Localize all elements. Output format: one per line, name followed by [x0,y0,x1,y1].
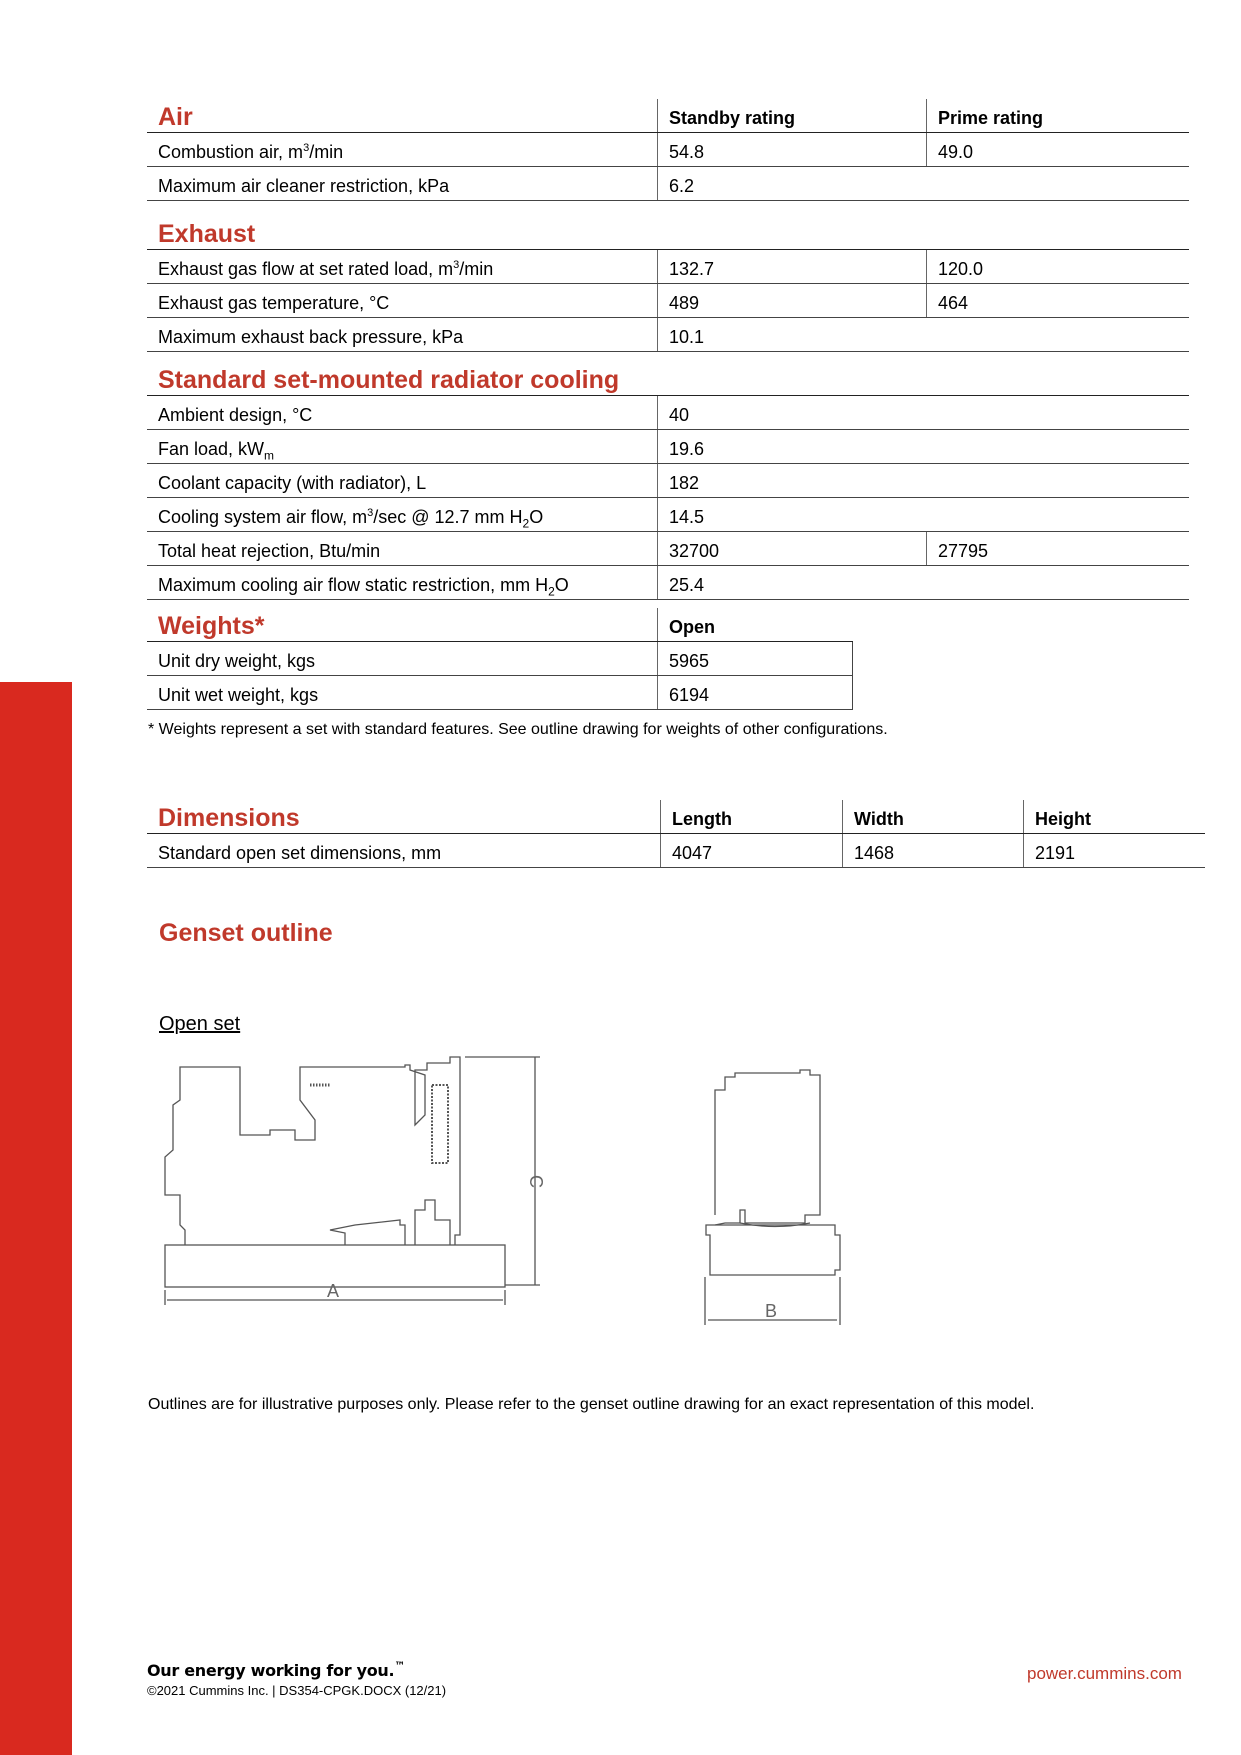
col-length: Length [661,800,843,834]
width-value: 1468 [843,834,1024,868]
standby-value: 489 [658,284,927,318]
skid-end [706,1225,840,1275]
length-value: 4047 [661,834,843,868]
prime-value [927,498,1190,532]
col-standby-rating: Standby rating [658,99,927,133]
exhaust-section-title: Exhaust [158,220,256,248]
prime-value [927,318,1190,352]
cooling-section-title: Standard set-mounted radiator cooling [158,366,620,394]
row-label: Maximum air cleaner restriction, kPa [147,167,658,201]
side-view-drawing [155,1045,595,1310]
table-row [147,566,1189,600]
table-row [147,464,1189,498]
row-label: Coolant capacity (with radiator), L [147,464,658,498]
table-row [147,167,1189,201]
col-prime-rating: Prime rating [927,99,1190,133]
standby-value: 54.8 [658,133,927,167]
weights-section-title: Weights* [158,612,265,640]
dimensions-section-title: Dimensions [158,804,300,832]
table-row [147,250,1189,284]
exhaust-table [147,216,1189,352]
row-label: Exhaust gas temperature, °C [147,284,658,318]
row-label: Total heat rejection, Btu/min [147,532,658,566]
row-label: Ambient design, °C [147,396,658,430]
prime-value [927,430,1190,464]
footer-website-link[interactable]: power.cummins.com [1027,1664,1182,1683]
standby-value: 25.4 [658,566,927,600]
row-label: Standard open set dimensions, mm [147,834,661,868]
row-label: Combustion air, $m^3/\min$ [147,133,658,167]
outline-disclaimer: Outlines are for illustrative purposes only. Please refer to the genset outline drawing for an exact representation of this model. [148,1396,1035,1413]
dimensions-table [147,800,1205,868]
standby-value: 10.1 [658,318,927,352]
row-label: Fan load, $kW_m$ [147,430,658,464]
col-height: Height [1024,800,1206,834]
alternator-outline [715,1070,820,1225]
standby-value: 32700 [658,532,927,566]
standby-value: 19.6 [658,430,927,464]
standby-value: 40 [658,396,927,430]
air-section-title: Air [158,103,193,131]
brand-side-bar [0,682,72,1755]
footer-tagline: Our energy working for you.™ [147,1659,406,1680]
table-row [147,284,1189,318]
table-row [147,532,1189,566]
table-row [147,834,1205,868]
genset-outline-title: Genset outline [159,919,333,947]
row-label: Cooling system air flow, $m^3/\sec$ @ 12.7 mm $H_2O$ [147,498,658,532]
footer-copyright: ©2021 Cummins Inc. | DS354-CPGK.DOCX (12/21) [147,1683,447,1698]
prime-value: 49.0 [927,133,1190,167]
prime-value [927,566,1190,600]
engine-outline [165,1057,460,1245]
open-set-subtitle: Open set [159,1013,241,1035]
standby-value: 6.2 [658,167,927,201]
row-label: Maximum cooling air flow static restriction, mm $H_2O$ [147,566,658,600]
col-width: Width [843,800,1024,834]
table-row [147,642,853,676]
standby-value: 182 [658,464,927,498]
weights-footnote: * Weights represent a set with standard features. See outline drawing for weights of other configurations. [148,721,888,738]
trademark: ™ [394,1659,406,1673]
dimension-label-c: C [526,1175,546,1188]
height-value: 2191 [1024,834,1206,868]
table-row [147,498,1189,532]
cooling-table [147,365,1189,600]
prime-value [927,464,1190,498]
row-label: Unit dry weight, kgs [147,642,658,676]
weights-table [147,608,853,710]
end-view-drawing [670,1045,845,1330]
prime-value [927,396,1190,430]
dimension-label-a: A [327,1281,340,1301]
standby-value: 14.5 [658,498,927,532]
standby-value: 132.7 [658,250,927,284]
table-row [147,318,1189,352]
table-row [147,430,1189,464]
dimension-label-b: B [765,1301,778,1321]
table-row [147,133,1189,167]
prime-value: 120.0 [927,250,1190,284]
col-open: Open [658,608,853,642]
open-value: 6194 [658,676,853,710]
row-label: Unit wet weight, kgs [147,676,658,710]
row-label: Maximum exhaust back pressure, kPa [147,318,658,352]
air-table [147,99,1189,201]
row-label: Exhaust gas flow at set rated load, $m^3/\min$ [147,250,658,284]
table-row [147,396,1189,430]
prime-value: 27795 [927,532,1190,566]
table-row [147,676,853,710]
prime-value: 464 [927,284,1190,318]
open-value: 5965 [658,642,853,676]
prime-value [927,167,1190,201]
